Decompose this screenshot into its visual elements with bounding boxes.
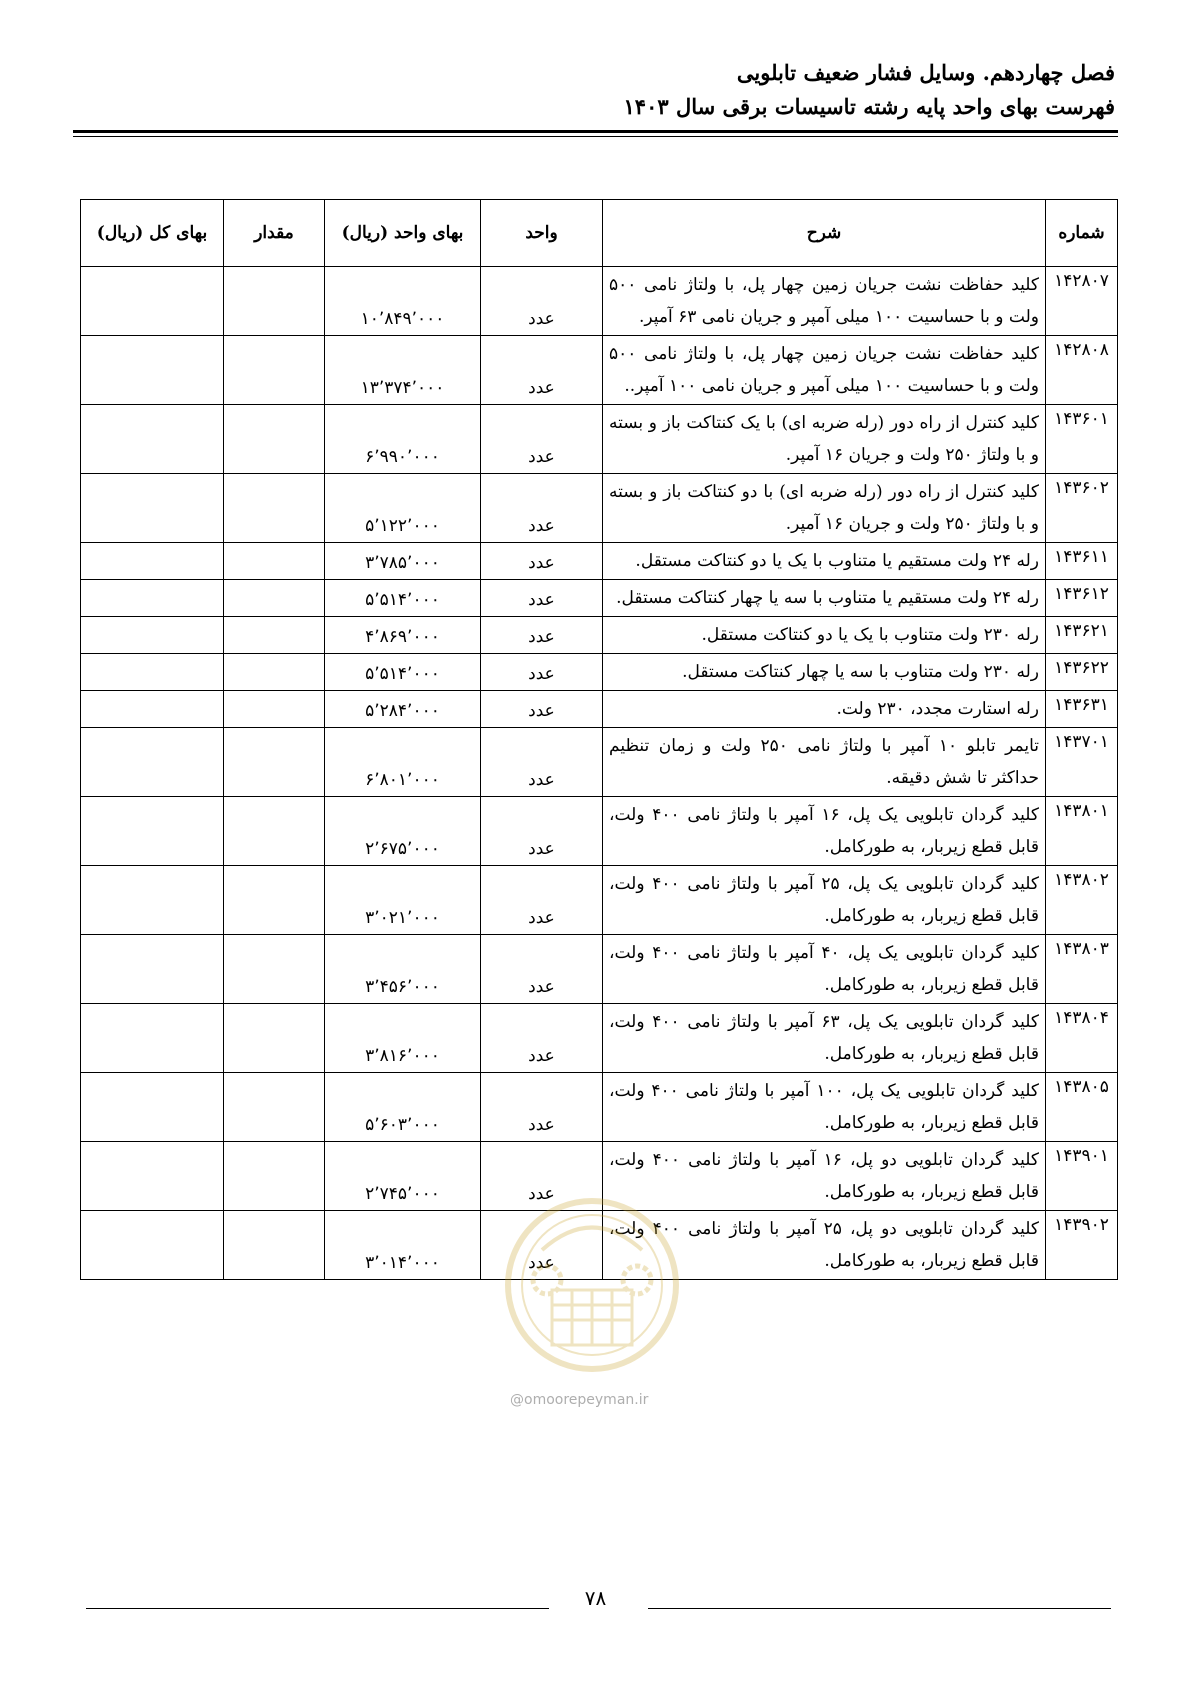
- item-unit-price: ۵٬۱۲۲٬۰۰۰: [325, 474, 481, 543]
- col-header-qty: مقدار: [224, 200, 325, 267]
- item-unit-price: ۵٬۶۰۳٬۰۰۰: [325, 1073, 481, 1142]
- item-total-price: [81, 935, 224, 1004]
- item-quantity: [224, 935, 325, 1004]
- item-unit: عدد: [481, 405, 603, 474]
- item-unit: عدد: [481, 691, 603, 728]
- item-code: ۱۴۳۹۰۱: [1046, 1142, 1118, 1211]
- item-code: ۱۴۳۹۰۲: [1046, 1211, 1118, 1280]
- item-total-price: [81, 1073, 224, 1142]
- item-unit-price: ۲٬۶۷۵٬۰۰۰: [325, 797, 481, 866]
- item-unit: عدد: [481, 543, 603, 580]
- watermark-url: @omoorepeyman.ir: [510, 1392, 649, 1408]
- item-unit-price: ۳٬۷۸۵٬۰۰۰: [325, 543, 481, 580]
- item-unit: عدد: [481, 474, 603, 543]
- item-quantity: [224, 405, 325, 474]
- table-body: [81, 267, 1118, 1280]
- item-description: کلید گردان تابلویی یک پل، ۶۳ آمپر با ولتاژ نامی ۴۰۰ ولت، قابل قطع زیربار، به طورکامل.: [603, 1004, 1046, 1073]
- item-quantity: [224, 336, 325, 405]
- item-unit-price: ۵٬۲۸۴٬۰۰۰: [325, 691, 481, 728]
- item-quantity: [224, 1004, 325, 1073]
- table-row: [81, 1004, 1118, 1073]
- item-total-price: [81, 580, 224, 617]
- item-description: رله ۲۴ ولت مستقیم یا متناوب با یک یا دو کنتاکت مستقل.: [603, 543, 1046, 580]
- item-quantity: [224, 866, 325, 935]
- item-total-price: [81, 654, 224, 691]
- item-unit-price: ۳٬۰۲۱٬۰۰۰: [325, 866, 481, 935]
- item-code: ۱۴۳۶۳۱: [1046, 691, 1118, 728]
- item-unit: عدد: [481, 935, 603, 1004]
- table-row: [81, 336, 1118, 405]
- col-header-unit-price: بهای واحد (ریال): [325, 200, 481, 267]
- item-unit-price: ۶٬۹۹۰٬۰۰۰: [325, 405, 481, 474]
- footer-rule-right: [648, 1608, 1111, 1609]
- item-description: کلید کنترل از راه دور (رله ضربه ای) با دو کنتاکت باز و بسته و با ولتاژ ۲۵۰ ولت و جریان ۱۶ آمپر.: [603, 474, 1046, 543]
- table-row: [81, 691, 1118, 728]
- table-header-row: [81, 200, 1118, 267]
- item-description: کلید گردان تابلویی یک پل، ۱۰۰ آمپر با ولتاژ نامی ۴۰۰ ولت، قابل قطع زیربار، به طورکامل.: [603, 1073, 1046, 1142]
- item-code: ۱۴۳۶۰۲: [1046, 474, 1118, 543]
- item-description: کلید گردان تابلویی دو پل، ۱۶ آمپر با ولتاژ نامی ۴۰۰ ولت، قابل قطع زیربار، به طورکامل.: [603, 1142, 1046, 1211]
- item-quantity: [224, 617, 325, 654]
- col-header-unit: واحد: [481, 200, 603, 267]
- table-row: [81, 1073, 1118, 1142]
- item-unit-price: ۵٬۵۱۴٬۰۰۰: [325, 580, 481, 617]
- item-total-price: [81, 617, 224, 654]
- item-unit-price: ۴٬۸۶۹٬۰۰۰: [325, 617, 481, 654]
- item-description: کلید حفاظت نشت جریان زمین چهار پل، با ولتاژ نامی ۵۰۰ ولت و با حساسیت ۱۰۰ میلی آمپر و جریان نامی ۱۰۰ آمپر..: [603, 336, 1046, 405]
- item-quantity: [224, 474, 325, 543]
- item-code: ۱۴۲۸۰۸: [1046, 336, 1118, 405]
- item-unit-price: ۵٬۵۱۴٬۰۰۰: [325, 654, 481, 691]
- item-quantity: [224, 1073, 325, 1142]
- item-total-price: [81, 1004, 224, 1073]
- item-description: کلید کنترل از راه دور (رله ضربه ای) با یک کنتاکت باز و بسته و با ولتاژ ۲۵۰ ولت و جریان ۱۶ آمپر.: [603, 405, 1046, 474]
- item-quantity: [224, 580, 325, 617]
- item-quantity: [224, 543, 325, 580]
- item-description: رله استارت مجدد، ۲۳۰ ولت.: [603, 691, 1046, 728]
- header-rule-thin: [73, 136, 1118, 137]
- item-unit-price: ۳٬۰۱۴٬۰۰۰: [325, 1211, 481, 1280]
- item-description: کلید گردان تابلویی یک پل، ۴۰ آمپر با ولتاژ نامی ۴۰۰ ولت، قابل قطع زیربار، به طورکامل.: [603, 935, 1046, 1004]
- item-description: کلید گردان تابلویی یک پل، ۱۶ آمپر با ولتاژ نامی ۴۰۰ ولت، قابل قطع زیربار، به طورکامل.: [603, 797, 1046, 866]
- item-unit: عدد: [481, 617, 603, 654]
- item-description: کلید حفاظت نشت جریان زمین چهار پل، با ولتاژ نامی ۵۰۰ ولت و با حساسیت ۱۰۰ میلی آمپر و جریان نامی ۶۳ آمپر.: [603, 267, 1046, 336]
- item-unit: عدد: [481, 797, 603, 866]
- item-code: ۱۴۳۸۰۱: [1046, 797, 1118, 866]
- item-description: تایمر تابلو ۱۰ آمپر با ولتاژ نامی ۲۵۰ ولت و زمان تنظیم حداکثر تا شش دقیقه.: [603, 728, 1046, 797]
- item-code: ۱۴۳۶۱۱: [1046, 543, 1118, 580]
- document-title: فهرست بهای واحد پایه رشته تاسیسات برقی سال ۱۴۰۳: [623, 94, 1115, 119]
- item-code: ۱۴۳۷۰۱: [1046, 728, 1118, 797]
- item-description: کلید گردان تابلویی یک پل، ۲۵ آمپر با ولتاژ نامی ۴۰۰ ولت، قابل قطع زیربار، به طورکامل.: [603, 866, 1046, 935]
- item-code: ۱۴۳۶۱۲: [1046, 580, 1118, 617]
- item-unit-price: ۳٬۸۱۶٬۰۰۰: [325, 1004, 481, 1073]
- item-total-price: [81, 474, 224, 543]
- page-number: ۷۸: [584, 1586, 607, 1610]
- item-unit: عدد: [481, 866, 603, 935]
- item-unit: عدد: [481, 654, 603, 691]
- item-quantity: [224, 654, 325, 691]
- item-quantity: [224, 728, 325, 797]
- item-total-price: [81, 1142, 224, 1211]
- col-header-total: بهای کل (ریال): [81, 200, 224, 267]
- page-header: [70, 56, 1115, 124]
- table-row: [81, 267, 1118, 336]
- item-unit: عدد: [481, 728, 603, 797]
- item-description: رله ۲۳۰ ولت متناوب با یک یا دو کنتاکت مستقل.: [603, 617, 1046, 654]
- table-row: [81, 617, 1118, 654]
- item-quantity: [224, 691, 325, 728]
- table-row: [81, 935, 1118, 1004]
- table-row: [81, 1211, 1118, 1280]
- item-unit: عدد: [481, 580, 603, 617]
- item-total-price: [81, 728, 224, 797]
- item-unit: عدد: [481, 1004, 603, 1073]
- item-code: ۱۴۳۶۰۱: [1046, 405, 1118, 474]
- item-unit: عدد: [481, 1211, 603, 1280]
- table-row: [81, 728, 1118, 797]
- item-quantity: [224, 267, 325, 336]
- table-row: [81, 866, 1118, 935]
- item-quantity: [224, 797, 325, 866]
- item-total-price: [81, 1211, 224, 1280]
- item-total-price: [81, 267, 224, 336]
- table-row: [81, 580, 1118, 617]
- item-code: ۱۴۲۸۰۷: [1046, 267, 1118, 336]
- table-row: [81, 1142, 1118, 1211]
- item-unit-price: ۲٬۷۴۵٬۰۰۰: [325, 1142, 481, 1211]
- item-total-price: [81, 797, 224, 866]
- item-unit-price: ۱۰٬۸۴۹٬۰۰۰: [325, 267, 481, 336]
- item-quantity: [224, 1211, 325, 1280]
- item-code: ۱۴۳۸۰۵: [1046, 1073, 1118, 1142]
- item-quantity: [224, 1142, 325, 1211]
- item-unit: عدد: [481, 1073, 603, 1142]
- item-unit: عدد: [481, 336, 603, 405]
- item-unit-price: ۶٬۸۰۱٬۰۰۰: [325, 728, 481, 797]
- header-rule-thick: [73, 130, 1118, 133]
- item-description: رله ۲۴ ولت مستقیم یا متناوب با سه یا چهار کنتاکت مستقل.: [603, 580, 1046, 617]
- item-total-price: [81, 405, 224, 474]
- table-row: [81, 797, 1118, 866]
- table-row: [81, 405, 1118, 474]
- item-code: ۱۴۳۶۲۲: [1046, 654, 1118, 691]
- item-total-price: [81, 866, 224, 935]
- item-code: ۱۴۳۸۰۳: [1046, 935, 1118, 1004]
- item-description: رله ۲۳۰ ولت متناوب با سه یا چهار کنتاکت مستقل.: [603, 654, 1046, 691]
- price-list-table: [80, 199, 1118, 1280]
- col-header-desc: شرح: [603, 200, 1046, 267]
- item-code: ۱۴۳۸۰۲: [1046, 866, 1118, 935]
- item-unit: عدد: [481, 1142, 603, 1211]
- item-unit-price: ۳٬۴۵۶٬۰۰۰: [325, 935, 481, 1004]
- item-total-price: [81, 336, 224, 405]
- col-header-code: شماره: [1046, 200, 1118, 267]
- item-unit: عدد: [481, 267, 603, 336]
- item-code: ۱۴۳۸۰۴: [1046, 1004, 1118, 1073]
- table-row: [81, 474, 1118, 543]
- chapter-title: فصل چهاردهم. وسایل فشار ضعیف تابلویی: [736, 60, 1115, 85]
- item-unit-price: ۱۳٬۳۷۴٬۰۰۰: [325, 336, 481, 405]
- item-total-price: [81, 691, 224, 728]
- table-row: [81, 543, 1118, 580]
- item-total-price: [81, 543, 224, 580]
- table-row: [81, 654, 1118, 691]
- item-code: ۱۴۳۶۲۱: [1046, 617, 1118, 654]
- item-description: کلید گردان تابلویی دو پل، ۲۵ آمپر با ولتاژ نامی ۴۰۰ ولت، قابل قطع زیربار، به طورکامل.: [603, 1211, 1046, 1280]
- footer-rule-left: [86, 1608, 549, 1609]
